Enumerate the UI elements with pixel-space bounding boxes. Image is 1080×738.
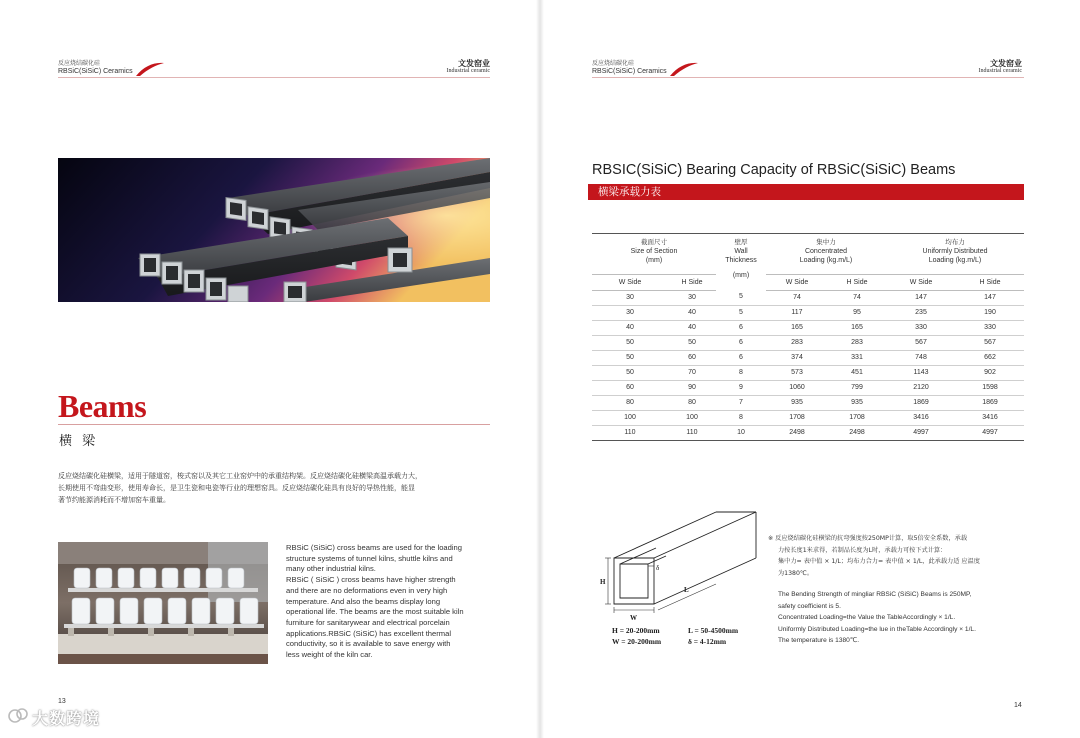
table-title-cn: 横梁承载力表 bbox=[598, 186, 661, 198]
table-cell: 30 bbox=[592, 290, 668, 305]
header-wall-en1: Wall bbox=[734, 248, 748, 255]
header-concentrated-loading bbox=[766, 234, 886, 274]
table-cell: 4997 bbox=[956, 425, 1024, 440]
table-cell: 8 bbox=[716, 365, 766, 380]
table-cell: 147 bbox=[956, 290, 1024, 305]
table-cell: 330 bbox=[886, 320, 956, 335]
page-number-left: 13 bbox=[58, 698, 66, 705]
table-row bbox=[592, 290, 1024, 305]
page-subtitle-cn: 横 梁 bbox=[59, 434, 99, 449]
header-wall-thickness bbox=[716, 234, 766, 290]
col-h-side: H Side bbox=[668, 274, 716, 290]
diagram-label-l: L bbox=[684, 586, 689, 594]
table-cell: 60 bbox=[668, 350, 716, 365]
table-cell: 5 bbox=[716, 305, 766, 320]
page-gutter bbox=[536, 0, 544, 738]
description-cn-line: 著节约能源消耗而不增加窑车重量。 bbox=[58, 496, 170, 504]
note-en-line: The Bending Strength of mingliar RBSiC (SiSiC) Beams is 250MP, bbox=[778, 591, 972, 598]
description-en-line: temperature. And also the beams display long bbox=[286, 596, 441, 606]
table-cell: 165 bbox=[766, 320, 828, 335]
table-cell: 374 bbox=[766, 350, 828, 365]
spec-h-range: H = 20-200mm bbox=[612, 626, 660, 635]
table-cell: 4997 bbox=[886, 425, 956, 440]
table-cell: 60 bbox=[592, 380, 668, 395]
table-cell: 6 bbox=[716, 320, 766, 335]
table-title: RBSIC(SiSiC) Bearing Capacity of RBSiC(SiSiC) Beams bbox=[592, 162, 956, 178]
note-cn-line: ※ 反应烧结碳化硅横梁的抗弯强度按250MP计算，取5倍安全系数，承载 bbox=[768, 535, 968, 542]
table-cell: 331 bbox=[828, 350, 886, 365]
header-unif-cn: 均布力 bbox=[945, 238, 965, 246]
description-en-line: structure systems of tunnel kilns, shuttle kilns and bbox=[286, 553, 453, 563]
table-row bbox=[592, 425, 1024, 440]
table-cell: 1869 bbox=[886, 395, 956, 410]
table-cell: 5 bbox=[716, 290, 766, 305]
col-unif-w-side: W Side bbox=[886, 274, 956, 290]
col-conc-h-side: H Side bbox=[828, 274, 886, 290]
table-cell: 235 bbox=[886, 305, 956, 320]
beam-dimension-diagram bbox=[596, 500, 761, 650]
brand-swoosh-icon bbox=[668, 60, 700, 78]
header-conc-en2: Loading (kg.m/L) bbox=[799, 257, 853, 264]
table-cell: 50 bbox=[592, 350, 668, 365]
description-en bbox=[286, 543, 496, 661]
table-cell: 799 bbox=[828, 380, 886, 395]
table-cell: 567 bbox=[956, 335, 1024, 350]
table-row bbox=[592, 335, 1024, 350]
description-cn-line: 长期使用不弯曲变形，使用寿命长，是卫生瓷和电瓷等行业的理想窑具。反应烧结碳化硅具有良好的导热性能，能显 bbox=[58, 484, 415, 492]
table-cell: 1708 bbox=[766, 410, 828, 425]
table-cell: 6 bbox=[716, 350, 766, 365]
page-number-right: 14 bbox=[1014, 702, 1022, 709]
table-body bbox=[592, 290, 1024, 440]
note-en-line: Concentrated Loading=the Value the TableAccordingly × 1/L. bbox=[778, 614, 956, 621]
watermark-text: 大数跨境 bbox=[32, 709, 101, 728]
table-cell: 117 bbox=[766, 305, 828, 320]
table-cell: 90 bbox=[668, 380, 716, 395]
header-conc-cn: 集中力 bbox=[816, 238, 836, 246]
table-cell: 283 bbox=[828, 335, 886, 350]
header-brand-en: Industrial ceramic bbox=[978, 68, 1022, 74]
table-row bbox=[592, 395, 1024, 410]
header-size-unit: (mm) bbox=[645, 257, 663, 264]
table-row bbox=[592, 320, 1024, 335]
table-cell: 7 bbox=[716, 395, 766, 410]
table-cell: 50 bbox=[668, 335, 716, 350]
diagram-label-delta: δ bbox=[656, 564, 660, 572]
table-cell: 935 bbox=[828, 395, 886, 410]
brand-swoosh-icon bbox=[134, 60, 166, 78]
spec-delta-range: δ = 4-12mm bbox=[688, 637, 727, 646]
table-cell: 147 bbox=[886, 290, 956, 305]
description-cn-line: 反应烧结碳化硅横梁，适用于隧道窑，梭式窑以及其它工业窑炉中的承重结构架。反应烧结碳化硅横梁高温承载力大， bbox=[58, 472, 422, 480]
table-row bbox=[592, 365, 1024, 380]
table-row bbox=[592, 380, 1024, 395]
table-cell: 3416 bbox=[886, 410, 956, 425]
table-cell: 80 bbox=[668, 395, 716, 410]
description-en-line: operational life. The beams are the most suitable kiln bbox=[286, 607, 464, 617]
description-en-line: many other industrial kilns. bbox=[286, 564, 376, 574]
col-conc-w-side: W Side bbox=[766, 274, 828, 290]
table-cell: 74 bbox=[828, 290, 886, 305]
table-cell: 95 bbox=[828, 305, 886, 320]
table-cell: 40 bbox=[668, 305, 716, 320]
table-cell: 74 bbox=[766, 290, 828, 305]
table-cell: 80 bbox=[592, 395, 668, 410]
table-cell: 330 bbox=[956, 320, 1024, 335]
table-cell: 567 bbox=[886, 335, 956, 350]
table-cell: 110 bbox=[592, 425, 668, 440]
table-cell: 190 bbox=[956, 305, 1024, 320]
table-cell: 110 bbox=[668, 425, 716, 440]
col-w-side: W Side bbox=[592, 274, 668, 290]
header-rule bbox=[592, 77, 1024, 78]
table-row bbox=[592, 305, 1024, 320]
header-unif-en2: Loading (kg.m/L) bbox=[928, 257, 982, 264]
table-cell: 70 bbox=[668, 365, 716, 380]
table-cell: 40 bbox=[668, 320, 716, 335]
table-cell: 2120 bbox=[886, 380, 956, 395]
table-cell: 451 bbox=[828, 365, 886, 380]
table-cell: 662 bbox=[956, 350, 1024, 365]
table-cell: 10 bbox=[716, 425, 766, 440]
table-cell: 100 bbox=[592, 410, 668, 425]
header-unif-en1: Uniformly Distributed bbox=[922, 248, 988, 255]
beams-photo bbox=[58, 158, 490, 302]
header-right-en: Industrial ceramic bbox=[446, 68, 490, 74]
table-cell: 935 bbox=[766, 395, 828, 410]
table-row bbox=[592, 350, 1024, 365]
table-cell: 748 bbox=[886, 350, 956, 365]
table-cell: 6 bbox=[716, 335, 766, 350]
calculation-note bbox=[768, 533, 1030, 647]
table-cell: 573 bbox=[766, 365, 828, 380]
note-cn-line: 力按长度1米求得，若制品长度为L时，承载力可按下式计算： bbox=[778, 546, 947, 554]
table-cell: 1143 bbox=[886, 365, 956, 380]
description-en-line: furniture for sanitarywear and electrical porcelain bbox=[286, 617, 450, 627]
note-en-line: The temperature is 1380℃. bbox=[778, 637, 860, 644]
description-cn bbox=[58, 470, 490, 506]
table-cell: 283 bbox=[766, 335, 828, 350]
table-cell: 2498 bbox=[828, 425, 886, 440]
table-cell: 902 bbox=[956, 365, 1024, 380]
header-right-cn: 文发窑业 bbox=[458, 59, 490, 68]
diagram-label-w: W bbox=[630, 614, 637, 622]
header-size-of-section bbox=[592, 234, 716, 274]
note-cn-line: 为1380℃。 bbox=[778, 569, 814, 577]
table-cell: 40 bbox=[592, 320, 668, 335]
spec-w-range: W = 20-200mm bbox=[612, 637, 662, 646]
description-en-line: less weight of the kiln car. bbox=[286, 650, 373, 660]
header-uniform-loading bbox=[886, 234, 1024, 274]
header-left-en: RBSiC(SiSiC) Ceramics bbox=[58, 68, 133, 75]
table-cell: 1708 bbox=[828, 410, 886, 425]
header-wall-en2: Thickness bbox=[725, 257, 757, 264]
table-cell: 1598 bbox=[956, 380, 1024, 395]
table-cell: 30 bbox=[592, 305, 668, 320]
header-rule bbox=[58, 77, 490, 78]
diagram-label-h: H bbox=[600, 578, 606, 586]
table-cell: 9 bbox=[716, 380, 766, 395]
header-right-page-en: RBSiC(SiSiC) Ceramics bbox=[592, 68, 667, 75]
note-en-line: safety coefficient is 5. bbox=[778, 602, 841, 610]
table-row bbox=[592, 410, 1024, 425]
col-unif-h-side: H Side bbox=[956, 274, 1024, 290]
table-cell: 100 bbox=[668, 410, 716, 425]
header-brand-cn: 文发窑业 bbox=[990, 59, 1022, 68]
header-left-cn: 反应烧结碳化硅 bbox=[58, 61, 101, 67]
table-cell: 165 bbox=[828, 320, 886, 335]
header-wall-cn: 壁厚 bbox=[734, 238, 748, 246]
note-cn-line: 集中力= 表中值 × 1/L；均布力合力= 表中值 × 1/L，此承载力适 应温度 bbox=[778, 558, 980, 565]
table-cell: 50 bbox=[592, 365, 668, 380]
table-cell: 3416 bbox=[956, 410, 1024, 425]
watermark-logo-icon bbox=[6, 706, 30, 726]
table-cell: 50 bbox=[592, 335, 668, 350]
spec-l-range: L = 50-4500mm bbox=[688, 626, 739, 635]
header-size-cn: 截面尺寸 bbox=[641, 238, 667, 246]
table-cell: 1869 bbox=[956, 395, 1024, 410]
header-size-en: Size of Section bbox=[630, 248, 678, 255]
table-cell: 1060 bbox=[766, 380, 828, 395]
table-title-band bbox=[588, 184, 1024, 200]
title-rule bbox=[58, 424, 490, 425]
note-en-line: Uniformly Distributed Loading=the lue in theTable Accordingly × 1/L. bbox=[778, 625, 976, 633]
table-cell: 2498 bbox=[766, 425, 828, 440]
header-conc-en1: Concentrated bbox=[804, 248, 848, 255]
description-en-line: applications.RBSiC (SiSiC) has excellent thermal bbox=[286, 628, 452, 638]
description-en-line: and there are no deformations even in very high bbox=[286, 585, 448, 595]
table-cell: 30 bbox=[668, 290, 716, 305]
description-en-line: conductivity, so it is available to save energy with bbox=[286, 639, 451, 649]
header-wall-unit: (mm) bbox=[732, 272, 750, 279]
table-cell: 8 bbox=[716, 410, 766, 425]
description-en-line: RBSiC (SiSiC) cross beams are used for the loading bbox=[286, 543, 462, 552]
page-title: Beams bbox=[58, 388, 147, 424]
header-right-page-cn: 反应烧结碳化硅 bbox=[592, 61, 635, 67]
kiln-car-photo bbox=[58, 542, 268, 664]
description-en-line: RBSiC ( SiSiC ) cross beams have higher strength bbox=[286, 575, 456, 585]
bearing-capacity-table bbox=[592, 233, 1024, 441]
